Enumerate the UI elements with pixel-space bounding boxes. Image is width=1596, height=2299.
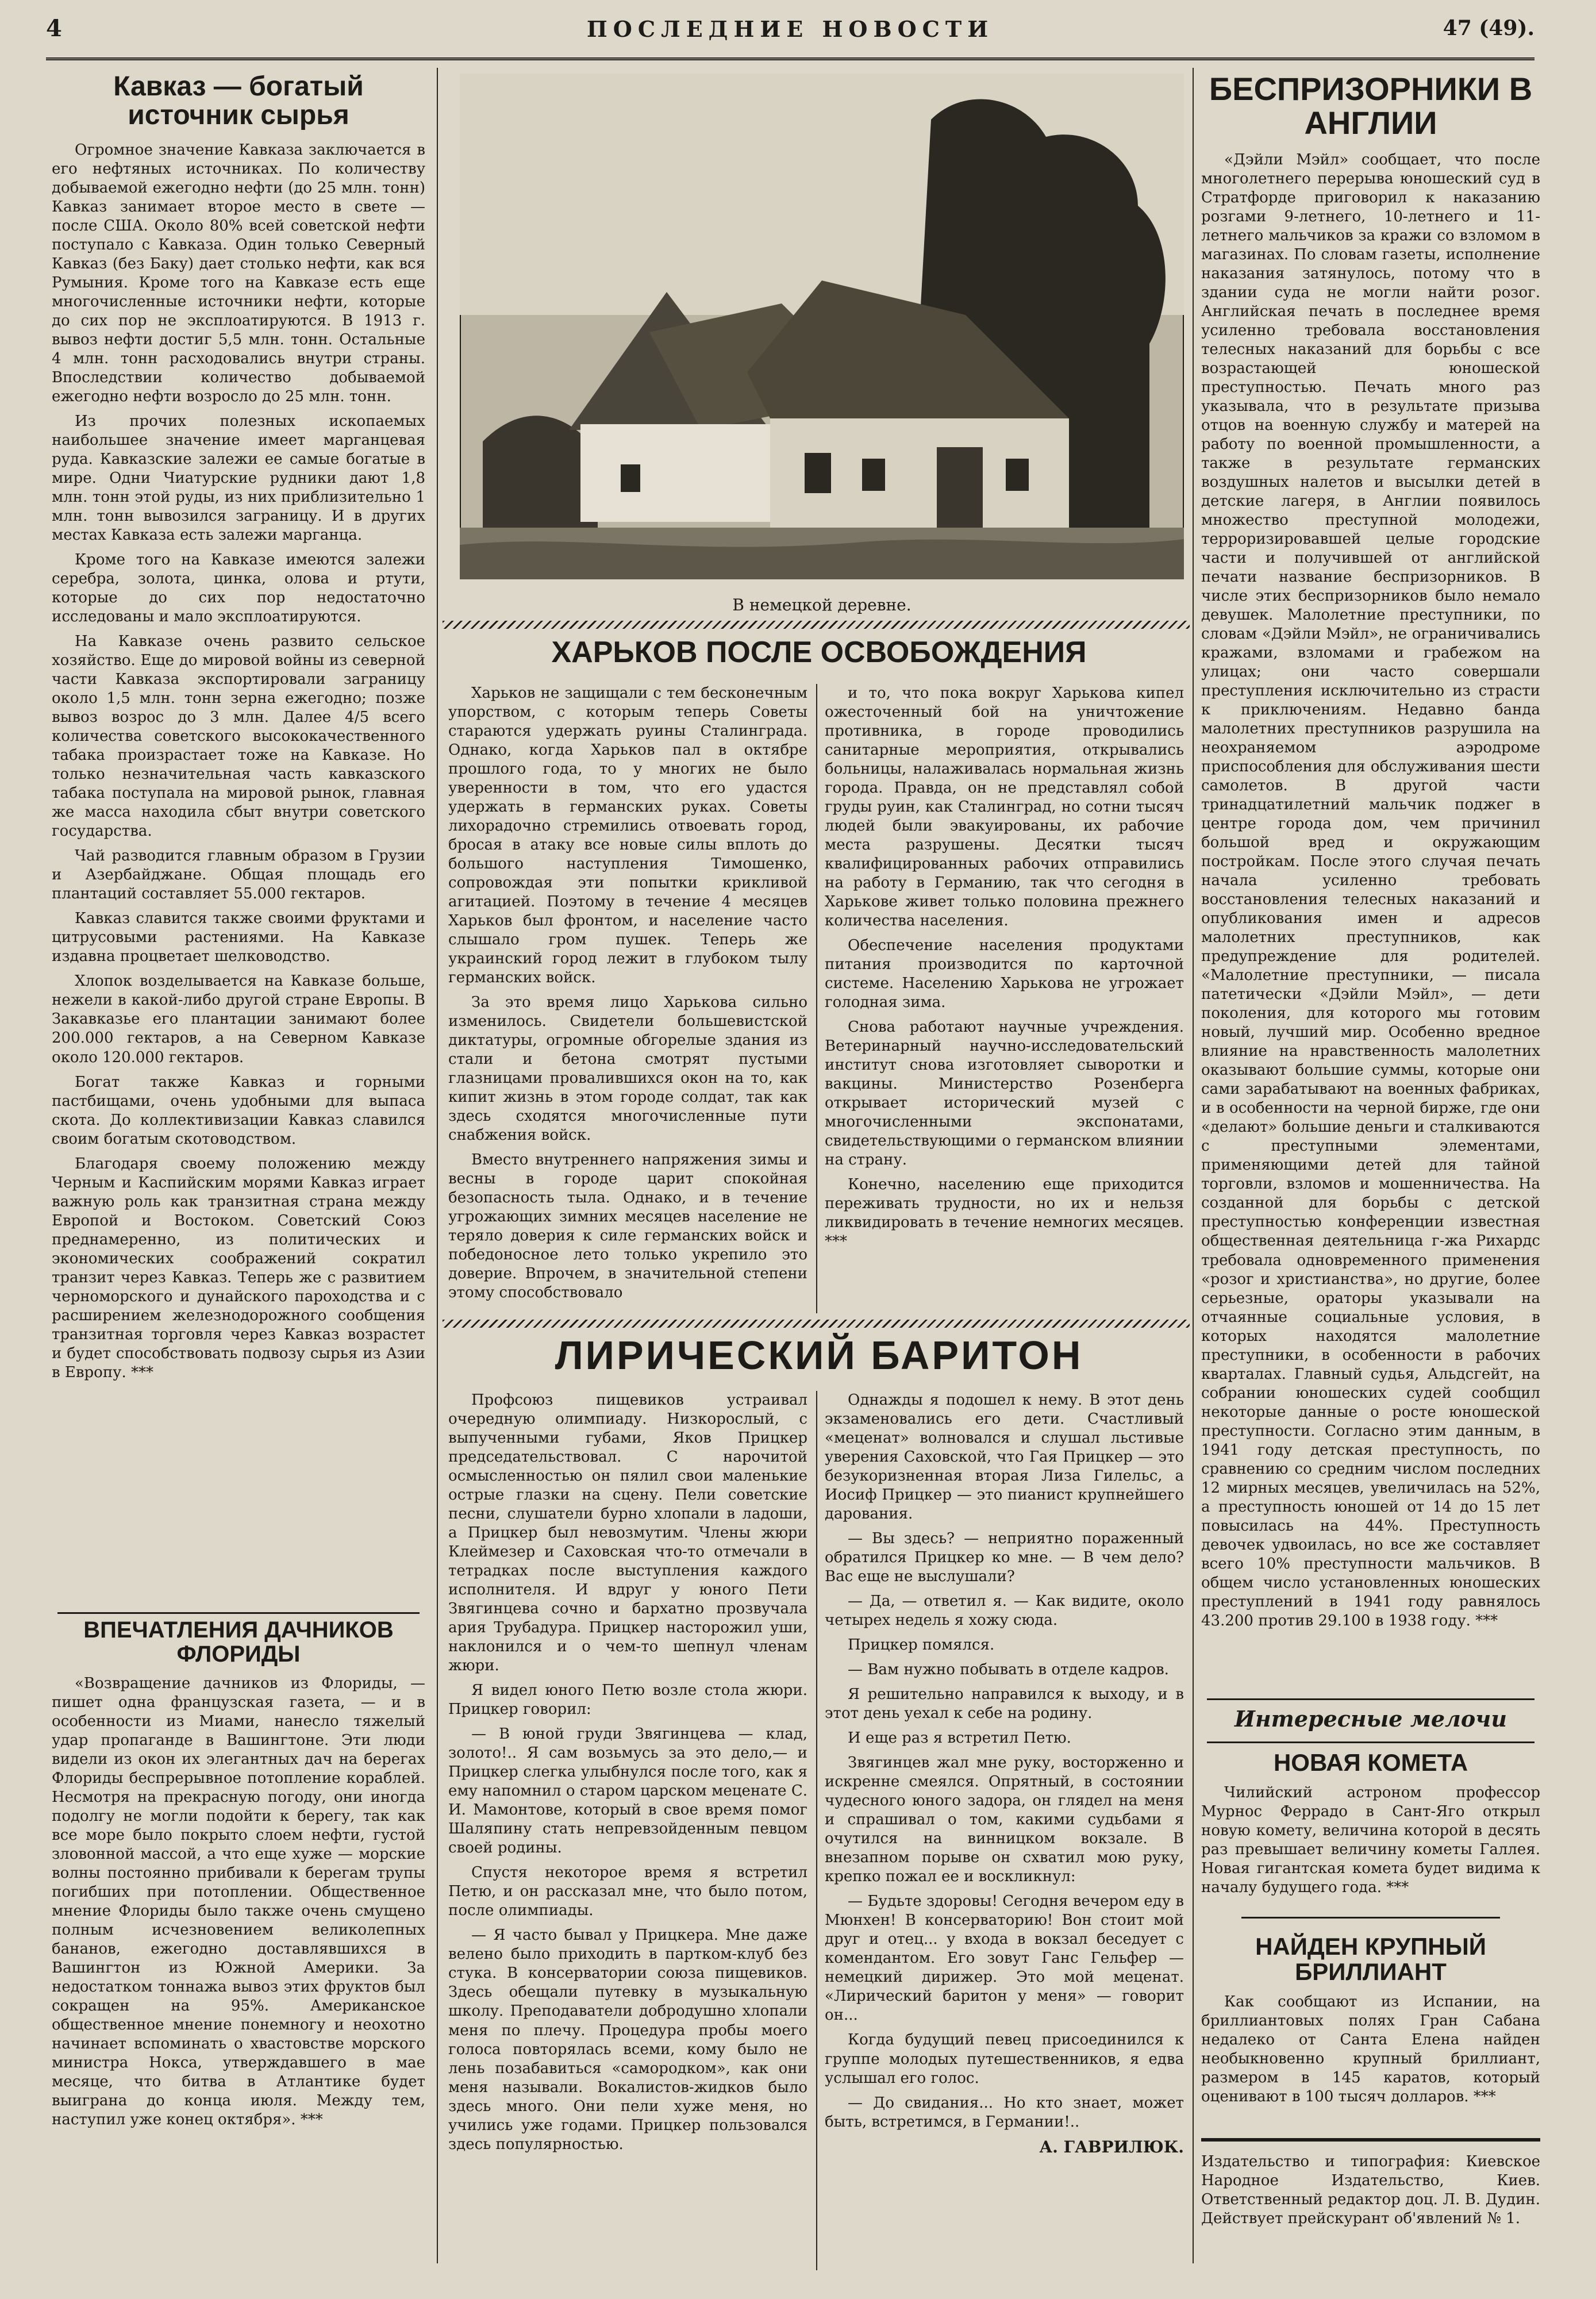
paragraph: Богат также Кавказ и горными пастбищами, очень удобными для выпаса скота. До коллективизации Кавказ славился своим богатым скотоводством. bbox=[52, 1073, 425, 1148]
article-body bbox=[1201, 151, 1540, 1631]
rubric-block bbox=[1201, 1706, 1540, 1732]
paragraph: И еще раз я встретил Петю. bbox=[848, 1729, 1071, 1747]
paragraph: Звягинцев жал мне руку, восторженно и искренне смеялся. Опрятный, в состоянии чудесного юного задора, он глядел на меня и спрашивал о том, какими судьбами я очутился на винницком вокзале. В внезапном порыве он схватил мою руку, крепко пожал ее и воскликнул: bbox=[825, 1754, 1184, 1886]
column-rule bbox=[816, 684, 817, 1313]
paragraph: Хлопок возделывается на Кавказе больше, нежели в какой-либо другой стране Европы. В Закавказье его плантации занимают более 200.000 гектаров, а на Северном Кавказе около 120.000 гектаров. bbox=[52, 972, 425, 1066]
paragraph: Профсоюз пищевиков устраивал очередную олимпиаду. Низкорослый, с выпученными губами, Яков Прицкер председательствовал. С нарочитой осмысленностью он пялил свои маленькие острые глазки на сцену. Пели советские песни, слушатели бурно хлопали в ладоши, а Прицкер был невозмутим. Члены жюри Клеймезер и Саховская что-то отмечали в тетрадках после выступления каждого исполнителя. И вдруг у юного Пети Звягинцева сочно и бархатно прозвучала ария Трубадура. Прицкер насторожил уши, наклонился и о чем-то шепнул членам жюри. bbox=[448, 1391, 807, 1675]
paragraph: Прицкер помялся. bbox=[848, 1636, 995, 1654]
paragraph: — Вы здесь? — неприятно пораженный обратился Прицкер ко мне. — В чем дело? Вас еще не выслушали? bbox=[825, 1530, 1184, 1586]
paragraph: — До свидания... Но кто знает, может быть, встретимся, в Германии!.. bbox=[825, 2094, 1184, 2131]
paragraph: «Дэйли Мэйл» сообщает, что после многолетнего перерыва юношеский суд в Стратфорде приговорил к наказанию розгами 9-летнего, 10-летнего и 11-летнего мальчиков за кражи со взломом в магазинах. По словам газеты, исполнение наказания затянулось, потому что в здании суда не могли найти розог. Английская печать в последнее время усиленно требовала восстановления телесных наказаний для борьбы с все возрастающей юношеской преступностью. Печать много раз указывала, что в результате призыва отцов на военную службу и матерей на работу по военной промышленности, а также в результате германских воздушных налетов и высылки детей в детские лагеря, в Англии появилось множество преступной молодежи, терроризировавшей целые городские части и получившей от английской печати название беспризорников. В числе этих беспризорников было немало девушек. Малолетние преступники, по словам «Дэйли Мэйл», не ограничивались кражами, взломами и грабежом на улицах; они часто совершали преступления исключительно из страсти к приключениям. Недавно банда малолетних преступников разрушила на неохраняемом аэродроме приспособления для обслуживания шести самолетов. В другой части тринадцатилетний мальчик поджег в центре города дом, чем причинил большой вред и окружающим постройкам. После этого случая печать начала усиленно требовать восстановления телесных наказаний и опубликования имен и адресов малолетних преступников, как предупреждение для родителей. «Малолетние преступники, — писала патетически «Дэйли Мэйл», — дети поколения, для которого мы готовим новый, лучший мир. Особенно вредное влияние на нравственность малолетних оказывают большие суммы, которые они сами зарабатывают на военных фабриках, и в особенности на черной бирже, где они «делают» большие деньги и сталкиваются с преступными элементами, применяющими детей для тайной торговли, взломов и мошенничества. На созданной для борьбы с детской преступностью конференции известная общественная деятельница г-жа Рихардс требовала одновременного применения «розог и христианства», но другие, более серьезные, ораторы указывали на отчаянные социальные условия, в которых находятся малолетние преступники, в особенности в рабочих кварталах. Главный судья, Альдсгейт, на собрании юношеских судей сообщил некоторые данные о росте юношеской преступности. Согласно этим данным, в 1941 году детская преступность, по сравнению со средним числом последних 12 мирных месяцев, увеличилась на 52%, а преступность юношей от 14 до 15 лет повысилась на 44%. Преступность девочек удвоилась, но все же составляет всего 10% преступности мальчиков. В общем число установленных юношеских преступлений в 1941 году равнялось 43.200 против 29.100 в 1938 году. *** bbox=[1201, 151, 1540, 1629]
article-title: ХАРЬКОВ ПОСЛЕ ОСВОБОЖДЕНИЯ bbox=[551, 636, 1087, 669]
column-rule bbox=[816, 1391, 817, 2270]
article-body bbox=[1201, 1783, 1540, 1897]
paragraph: Из прочих полезных ископаемых наибольшее значение имеет марганцевая руда. Кавказские залежи ее самые богатые в мире. Одни Чиатурские рудники дают 1,8 млн. тонн этой руды, из них приблизительно 1 млн. тонн вывозился заграницу. И в других местах Кавказа есть залежи марганца. bbox=[52, 413, 425, 544]
article-bariton bbox=[448, 1335, 1190, 1383]
article-kharkov bbox=[448, 637, 1190, 678]
article-kometa bbox=[1201, 1750, 1540, 1903]
paragraph: — Да, — ответил я. — Как видите, около четырех недель я хожу сюда. bbox=[825, 1593, 1184, 1629]
divider bbox=[1207, 1741, 1535, 1743]
article-brilliant bbox=[1201, 1934, 1540, 2112]
page-number: 4 bbox=[46, 15, 62, 42]
paragraph: Чилийский астроном профессор Мурнос Феррадо в Сант-Яго открыл новую комету, величина которой в десять раз превышает величину кометы Галлея. Новая гигантская комета будет видима к началу будущего года. *** bbox=[1201, 1784, 1540, 1897]
article-body bbox=[825, 1391, 1184, 2132]
article-body bbox=[52, 141, 425, 1382]
paragraph: За это время лицо Харькова сильно изменилось. Свидетели большевистской диктатуры, огромные обгорелые здания из стали и бетона смотрят пустыми глазницами провалившихся окон на то, как кипит жизнь в этом городе солдат, так как здесь сходятся многочисленные пути снабжения войск. bbox=[448, 994, 807, 1144]
bariton-column-1 bbox=[448, 1391, 807, 2160]
paragraph: Кавказ славится также своими фруктами и цитрусовыми растениями. На Кавказе издавна процветает шелководство. bbox=[52, 910, 425, 966]
paragraph: Я видел юного Петю возле стола жюри. Прицкер говорил: bbox=[448, 1682, 807, 1719]
divider bbox=[1207, 1698, 1535, 1700]
imprint bbox=[1201, 2152, 1540, 2234]
paragraph: Снова работают научные учреждения. Ветеринарный научно-исследовательский институт снова изготовляет сыворотки и вакцины. Министерство Розенберга открывает исторический музей с многочисленными экспонатами, свидетельствующими о германском влиянии на страну. bbox=[825, 1018, 1184, 1169]
header-rule bbox=[46, 57, 1535, 60]
paragraph: Я решительно направился к выходу, и в этот день уехал к себе на родину. bbox=[825, 1686, 1184, 1723]
imprint-text: Издательство и типография: Киевское Народное Издательство, Киев. Ответственный редактор доц. Л. В. Дудин. Действует прейскурант об'явлений № 1. bbox=[1201, 2153, 1540, 2228]
column-rule bbox=[1193, 68, 1194, 2263]
divider-wavy bbox=[443, 621, 1190, 629]
paragraph: — Будьте здоровы! Сегодня вечером еду в Мюнхен! В консерваторию! Вон стоит мой друг и отец... у входа в вокзал беседует с комендантом. Его зовут Ганс Гельфер — немецкий дирижер. Это мой меценат. «Лирический баритон у меня» — говорит он... bbox=[825, 1893, 1184, 2024]
paragraph: Харьков не защищали с тем бесконечным упорством, с которым теперь Советы стараются удержать руины Сталинграда. Однако, когда Харьков пал в октябре прошлого года, то у многих не было уверенности в том, что его удастся удержать в германских руках. Советы лихорадочно стремились отвоевать город, бросая в атаку все новые силы вплоть до большого наступления Тимошенко, сопровождая эти попытки крикливой агитацией. Поэтому в течение 4 месяцев Харьков был фронтом, и население часто слышало гром пушек. Теперь же украинский город лежит в глубоком тылу германских войск. bbox=[448, 685, 807, 987]
column-rule bbox=[437, 68, 438, 2263]
paragraph: — Вам нужно побывать в отделе кадров. bbox=[848, 1661, 1169, 1679]
paragraph: Однажды я подошел к нему. В этот день экзаменовались его дети. Счастливый «меценат» волновался и слушал льстивые уверения Саховской, что Гая Прицкер — это безукоризненная вторая Лиза Гилельс, а Иосиф Прицкер — это пианист крупнейшего дарования. bbox=[825, 1391, 1184, 1523]
village-photo bbox=[460, 74, 1184, 579]
paragraph: Кроме того на Кавказе имеются залежи серебра, золота, цинка, олова и ртути, которые до сих пор недостаточно исследованы и мало эксплоатируются. bbox=[52, 551, 425, 626]
article-title: ВПЕЧАТЛЕНИЯ ДАЧНИКОВ ФЛОРИДЫ bbox=[83, 1617, 394, 1667]
page-header bbox=[46, 10, 1535, 45]
article-body bbox=[1201, 1993, 1540, 2106]
newspaper-title: ПОСЛЕДНИЕ НОВОСТИ bbox=[586, 16, 994, 42]
divider bbox=[1201, 2138, 1540, 2142]
divider bbox=[1241, 1917, 1500, 1919]
paragraph: — В юной груди Звягинцева — клад, золото!.. Я сам возьмусь за это дело,— и Прицкер слегка улыбнулся после того, как я ему напомнил о старом царском меценате С. И. Мамонтове, который в свое время помог Шаляпину стать непревзойденным певцом своей родины. bbox=[448, 1725, 807, 1857]
paragraph: «Возвращение дачников из Флориды, — пишет одна французская газета, — и в особенности из Миами, нанесло тяжелый удар пропаганде в Вашингтоне. Эти люди видели из окон их элегантных дач на берегах Флориды беспрерывное потопление кораблей. Несмотря на прекрасную погоду, они иногда подолгу не могли подойти к берегу, так как все море было покрыто слоем нефти, густой зловонной массой, а что еще хуже — морские волны постоянно прибивали к берегам трупы погибших при потоплении. Общественное мнение Флориды было также очень смущено полным исчезновением великолепных бананов, ежегодно доставлявшихся в Вашингтон из Южной Америки. За недостатком тоннажа вывоз этих фруктов был сокращен на 95%. Американское общественное мнение понемногу и неохотно начинает вспоминать о хвастовстве морского министра Нокса, утверждавшего в мае месяце, что битва в Атлантике будет выиграна до конца июля. Между тем, наступил уже конец октября». *** bbox=[52, 1675, 425, 2129]
paragraph: Когда будущий певец присоединился к группе молодых путешественников, я едва услышал его голос. bbox=[825, 2031, 1184, 2087]
article-body bbox=[52, 1674, 425, 2129]
article-kavkaz bbox=[52, 69, 425, 1388]
kharkov-column-2 bbox=[825, 684, 1184, 1257]
paragraph: и то, что пока вокруг Харькова кипел ожесточенный бой на уничтожение противника, в городе проводились санитарные мероприятия, открывались больницы, налаживалась нормальная жизнь города. Правда, он не представлял собой груды руин, как Сталинград, но сотни тысяч людей были эвакуированы, их рабочие места разрушены. Десятки тысяч квалифицированных рабочих отправились на работу в Германию, так что сегодня в Харькове живет только половина прежнего количества населения. bbox=[825, 685, 1184, 930]
rubric-title: Интересные мелочи bbox=[1235, 1706, 1507, 1732]
photo-caption: В немецкой деревне. bbox=[732, 595, 912, 614]
paragraph: Конечно, населению еще приходится переживать трудности, но их и нельзя ликвидировать в течение немногих месяцев. *** bbox=[825, 1176, 1184, 1251]
bariton-column-2 bbox=[825, 1391, 1184, 2156]
paragraph: Чай разводится главным образом в Грузии и Азербайджане. Общая площадь его плантаций составляет 55.000 гектаров. bbox=[52, 847, 425, 903]
paragraph: Обеспечение населения продуктами питания производится по карточной системе. Населению Харькова не угрожает голодная зима. bbox=[825, 937, 1184, 1012]
article-title: НОВАЯ КОМЕТА bbox=[1273, 1749, 1468, 1776]
issue-number: 47 (49). bbox=[1443, 16, 1535, 40]
paragraph: Спустя некоторое время я встретил Петю, и он рассказал мне, что было потом, после олимпиады. bbox=[448, 1864, 807, 1920]
paragraph: — Я часто бывал у Прицкера. Мне даже велено было приходить в партком-клуб без стука. В консерватории союза пищевиков. Здесь обещали путевку в музыкальную школу. Преподаватели добродушно хлопали меня по плечу. Процедура пробы моего голоса повторялась всеми, кому было не лень позабавиться «самородком», как они меня называли. Вокалистов-жидков было здесь много. Они пели хуже меня, но учились уже годами. Прицкер пользовался здесь популярностью. bbox=[448, 1927, 807, 2153]
article-body bbox=[448, 1391, 807, 2154]
article-title: ЛИРИЧЕСКИЙ БАРИТОН bbox=[555, 1333, 1083, 1378]
author-signature: А. ГАВРИЛЮК. bbox=[1039, 2137, 1184, 2156]
article-title: БЕСПРИЗОРНИКИ В АНГЛИИ bbox=[1209, 71, 1533, 141]
paragraph: Вместо внутреннего напряжения зимы и весны в городе царит спокойная безопасность тыла. Однако, и в течение угрожающих зимних месяцев население не теряло доверия к силе германских войск и победоносное лето только укрепило это доверие. Впрочем, в значительной степени этому способствовало bbox=[448, 1151, 807, 1302]
divider-wavy bbox=[443, 1320, 1190, 1328]
article-body bbox=[825, 684, 1184, 1251]
article-title: Кавказ — богатый источник сырья bbox=[113, 71, 364, 131]
divider bbox=[57, 1612, 420, 1614]
paragraph: Огромное значение Кавказа заключается в его нефтяных источниках. По количеству добываемой ежегодно нефти (до 25 млн. тонн) Кавказ занимает второе место в свете — после США. Около 80% всей советской нефти поступало с Кавказа. Один только Северный Кавказ (без Баку) дает столько нефти, как вся Румыния. Кроме того на Кавказе есть еще многочисленные источники нефти, которые до сих пор не эксплоатируются. В 1913 г. вывоз нефти достиг 5,5 млн. тонн. Остальные 4 млн. тонн расходовались внутри страны. Впоследствии количество добываемой ежегодно нефти возросло до 25 млн. тонн. bbox=[52, 141, 425, 405]
kharkov-column-1 bbox=[448, 684, 807, 1309]
article-besprizorniki bbox=[1201, 69, 1540, 1636]
article-florida bbox=[52, 1618, 425, 2135]
article-title: НАЙДЕН КРУПНЫЙ БРИЛЛИАНТ bbox=[1255, 1933, 1486, 1986]
article-body bbox=[448, 684, 807, 1303]
paragraph: Благодаря своему положению между Черным и Каспийским морями Кавказ играет важную роль как транзитная страна между Европой и Востоком. Советский Союз преднамеренно, из политических и экономических соображений сократил транзит через Кавказ. Теперь же с развитием черноморского и дунайского пароходства и с расширением железнодорожного сообщения транзитная торговля через Кавказ возрастет и будет способствовать подвозу сырья из Азии в Европу. *** bbox=[52, 1155, 425, 1381]
paragraph: Как сообщают из Испании, на бриллиантовых полях Гран Сабана недалеко от Санта Елена найден необыкновенно крупный бриллиант, размером в 145 каратов, который оценивают в 100 тысяч долларов. *** bbox=[1201, 1993, 1540, 2106]
paragraph: На Кавказе очень развито сельское хозяйство. Еще до мировой войны из северной части Кавказа экспортировали заграницу около 1,5 млн. тонн зерна ежегодно; позже вывоз возрос до 3 млн. Далее 4/5 всего количества советского высококачественного табака произрастает тоже на Кавказе. Но только незначительная часть кавказского табака поступала на мировой рынок, главная же масса находила сбыт внутри советского государства. bbox=[52, 633, 425, 840]
